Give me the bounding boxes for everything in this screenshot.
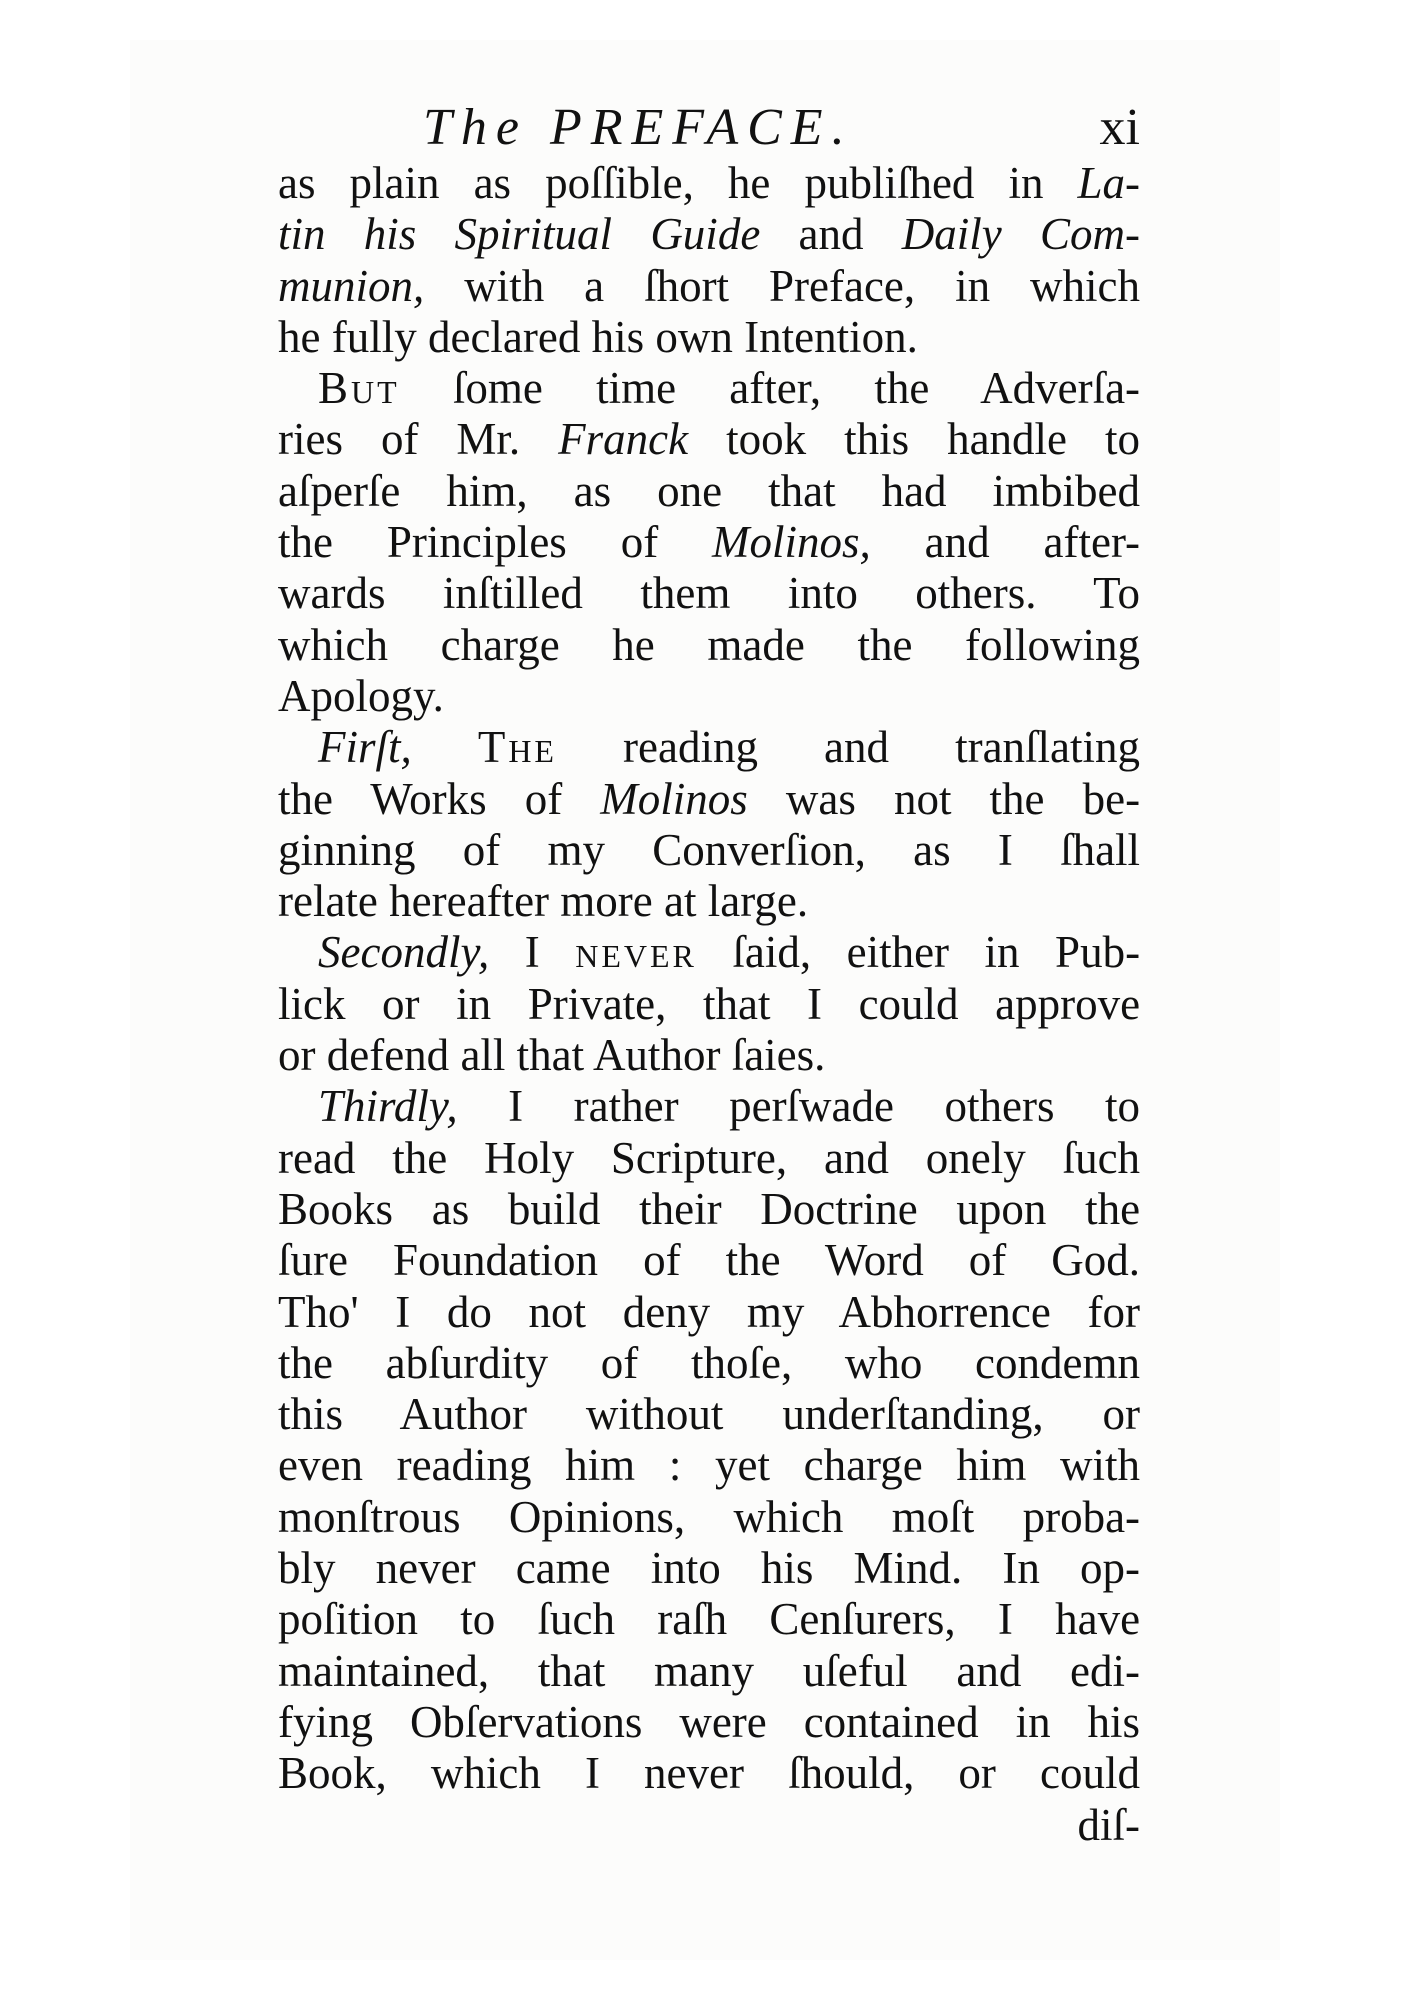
text-line: munion, with a ſhort Preface, in which [278,260,1140,311]
text-line: the Principles of Molinos, and after- [278,517,1140,568]
text-line: maintained, that many uſeful and edi- [278,1645,1140,1696]
text-line: read the Holy Scripture, and onely ſuch [278,1132,1140,1183]
text-line: Firſt, The reading and tranſlating [318,722,1140,773]
text-line: relate hereafter more at large. [278,876,809,927]
text-line: ginning of my Converſion, as I ſhall [278,824,1140,875]
text-line: ſure Foundation of the Word of God. [278,1235,1140,1286]
text-line: Thirdly, I rather perſwade others to [318,1081,1140,1132]
text-line: Book, which I never ſhould, or could [278,1748,1140,1799]
text-line: the Works of Molinos was not the be- [278,773,1140,824]
text-line: he fully declared his own Intention. [278,311,918,362]
text-line: lick or in Private, that I could approve [278,978,1140,1029]
text-line: bly never came into his Mind. In op- [278,1543,1140,1594]
text-line: monſtrous Opinions, which moſt proba- [278,1491,1140,1542]
body-text [278,158,1140,1851]
text-line: aſperſe him, as one that had imbibed [278,465,1140,516]
text-line: or defend all that Author ſaies. [278,1030,826,1081]
text-line: which charge he made the following [278,619,1140,670]
text-line: even reading him : yet charge him with [278,1440,1140,1491]
text-line: the abſurdity of thoſe, who condemn [278,1337,1140,1388]
text-line: wards inſtilled them into others. To [278,568,1140,619]
running-title: The PREFACE. [423,99,854,156]
text-line: as plain as poſſible, he publiſhed in La- [278,158,1140,208]
book-page [278,98,1140,1851]
running-head [278,98,1140,158]
text-line: Secondly, I never ſaid, either in Pub- [318,927,1140,978]
text-line: this Author without underſtanding, or [278,1389,1140,1440]
text-line: ries of Mr. Franck took this handle to [278,414,1140,465]
text-line: Apology. [278,670,444,721]
text-line: tin his Spiritual Guide and Daily Com- [278,209,1140,260]
text-line: poſition to ſuch raſh Cenſurers, I have [278,1594,1140,1645]
text-line: Tho' I do not deny my Abhorrence for [278,1286,1140,1337]
text-line: But ſome time after, the Adverſa- [318,363,1140,414]
text-line: Books as build their Doctrine upon the [278,1183,1140,1234]
text-line: fying Obſervations were contained in his [278,1696,1140,1747]
text-line: diſ- [1077,1799,1140,1850]
page-number: xi [1099,99,1140,156]
